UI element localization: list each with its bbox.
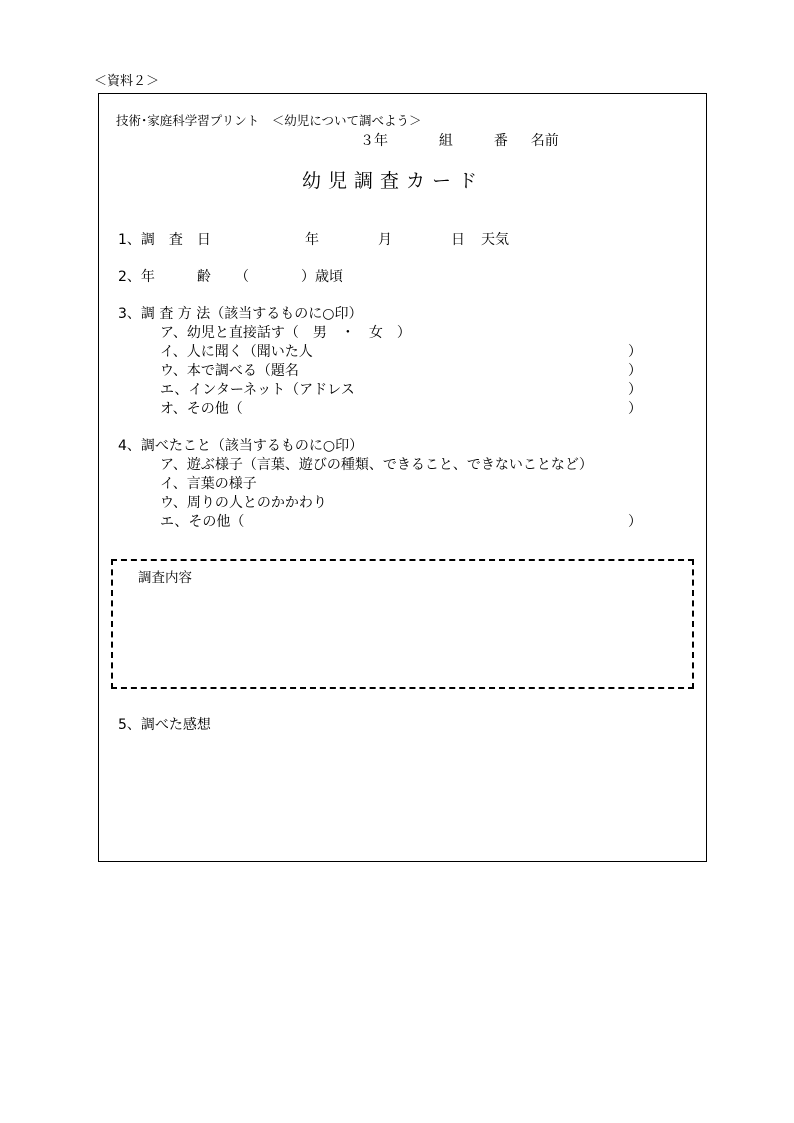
q4-option-i: イ、言葉の様子 <box>160 476 257 492</box>
q4-option-a: ア、遊ぶ様子（言葉、遊びの種類、できること、できないことなど） <box>160 457 593 473</box>
class-name: 名前 <box>530 133 559 149</box>
q3-option-o-close: ） <box>628 401 642 417</box>
q4-label: 4、調べたこと（該当するものに○印） <box>118 438 364 454</box>
q5-label: 5、調べた感想 <box>118 717 211 733</box>
survey-content-box <box>111 559 694 689</box>
subject-line: 技術･家庭科学習プリント ＜幼児について調べよう＞ <box>116 113 422 128</box>
q2-label: 2、年 齢 <box>118 269 211 285</box>
q4-option-u: ウ、周りの人とのかかわり <box>160 495 327 511</box>
class-ban: 番 <box>493 133 508 149</box>
q1-label: 1、調 査 日 <box>118 232 211 248</box>
q3-option-u-close: ） <box>628 363 642 379</box>
q3-option-u: ウ、本で調べる（題名 <box>160 363 299 379</box>
q1-day: 日 <box>451 232 465 248</box>
q4-option-e-close: ） <box>628 514 642 530</box>
q3-option-e-close: ） <box>628 382 642 398</box>
q4-option-e: エ、その他（ <box>160 514 245 530</box>
q1-year: 年 <box>305 232 319 248</box>
q3-label: 3、調 査 方 法（該当するものに○印） <box>118 306 363 322</box>
q3-option-i-close: ） <box>628 344 642 360</box>
q1-weather: 天気 <box>481 232 509 248</box>
q2-open-paren: （ <box>235 269 249 285</box>
survey-content-label: 調査内容 <box>138 570 192 586</box>
q3-option-i: イ、人に聞く（聞いた人 <box>160 344 313 360</box>
q2-close-paren: ）歳頃 <box>301 269 343 285</box>
q3-option-e: エ、インターネット（アドレス <box>160 382 355 398</box>
q3-option-o: オ、その他（ <box>160 401 243 417</box>
q1-month: 月 <box>378 232 392 248</box>
class-kumi: 組 <box>438 133 453 149</box>
q3-option-a: ア、幼児と直接話す（ 男 ・ 女 ） <box>160 325 411 341</box>
card-title: 幼児調査カード <box>302 170 485 192</box>
class-name-line <box>360 134 559 148</box>
class-year: ３年 <box>360 133 388 149</box>
material-label: ＜資料２＞ <box>94 74 160 89</box>
